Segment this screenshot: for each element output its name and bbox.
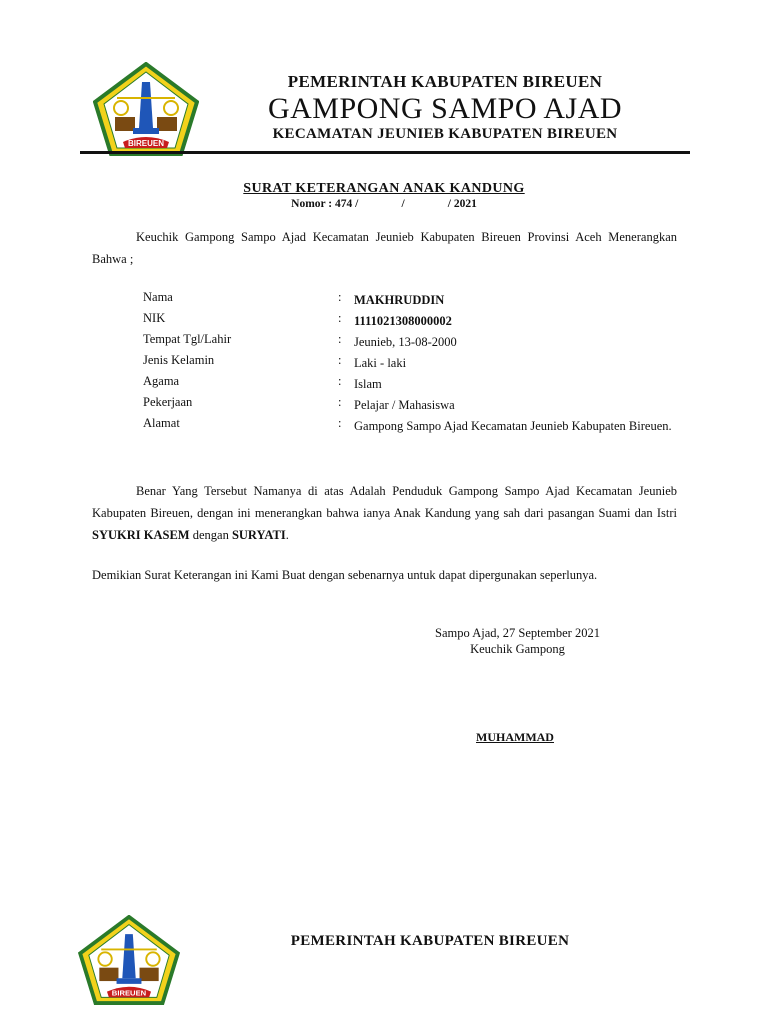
field-row xyxy=(143,374,683,395)
field-label: Tempat Tgl/Lahir xyxy=(143,332,232,346)
field-value: MAKHRUDDIN xyxy=(354,293,445,307)
signer-name: MUHAMMAD xyxy=(476,730,554,744)
field-label: Agama xyxy=(143,374,180,388)
field-row xyxy=(143,311,683,332)
footer-government-name: PEMERINTAH KABUPATEN BIREUEN xyxy=(290,933,570,949)
field-row xyxy=(143,290,683,311)
field-colon: : xyxy=(338,332,342,346)
statement-paragraph xyxy=(92,480,677,546)
field-row xyxy=(143,416,683,460)
letterhead-divider xyxy=(80,151,690,154)
letter-title: SURAT KETERANGAN ANAK KANDUNG xyxy=(243,181,525,196)
field-colon: : xyxy=(338,311,342,325)
field-colon: : xyxy=(338,290,342,304)
footer-logo-label: BIREUEN xyxy=(111,988,147,998)
field-colon: : xyxy=(338,395,342,409)
field-row xyxy=(143,332,683,353)
field-value: Pelajar / Mahasiswa xyxy=(354,398,455,412)
field-value: Jeunieb, 13-08-2000 xyxy=(354,335,457,349)
statement-text: Benar Yang Tersebut Namanya di atas Adalah Penduduk Gampong Sampo Ajad Kecamatan Jeunieb Kabupaten Bireuen, dengan ini menerangkan bahwa ianya Anak Kandung yang sah dari pasangan Suami dan Istri xyxy=(92,484,677,520)
bireuen-emblem-logo-footer xyxy=(76,915,182,1005)
field-colon: : xyxy=(338,416,342,430)
field-label: Jenis Kelamin xyxy=(143,353,215,367)
field-colon: : xyxy=(338,353,342,367)
mother-name: SURYATI xyxy=(231,528,286,542)
signature-block xyxy=(380,625,655,657)
field-row xyxy=(143,395,683,416)
statement-end: . xyxy=(285,528,289,542)
district-name: KECAMATAN JEUNIEB KABUPATEN BIREUEN xyxy=(272,126,618,142)
connector-text: dengan xyxy=(189,528,232,542)
field-value: Islam xyxy=(354,377,382,391)
letterhead xyxy=(200,72,690,143)
field-label: Nama xyxy=(143,290,173,304)
identity-fields xyxy=(143,290,683,460)
field-colon: : xyxy=(338,374,342,388)
field-value: Gampong Sampo Ajad Kecamatan Jeunieb Kabupaten Bireuen. xyxy=(354,419,672,433)
place-date: Sampo Ajad, 27 September 2021 xyxy=(435,626,600,640)
field-value: 1111021308000002 xyxy=(354,314,452,328)
field-label: Alamat xyxy=(143,416,180,430)
field-label: NIK xyxy=(143,311,166,325)
closing-paragraph: Demikian Surat Keterangan ini Kami Buat dengan sebenarnya untuk dapat dipergunakan seperlunya. xyxy=(92,568,598,582)
father-name: SYUKRI KASEM xyxy=(92,528,190,542)
field-label: Pekerjaan xyxy=(143,395,193,409)
opening-paragraph: Keuchik Gampong Sampo Ajad Kecamatan Jeunieb Kabupaten Bireuen Provinsi Aceh Menerangkan Bahwa ; xyxy=(92,230,677,266)
bireuen-emblem-logo xyxy=(93,62,199,156)
letter-number: Nomor : 474 / / / 2021 xyxy=(291,198,477,210)
village-name: GAMPONG SAMPO AJAD xyxy=(267,92,623,125)
field-value: Laki - laki xyxy=(354,356,407,370)
field-row xyxy=(143,353,683,374)
government-name: PEMERINTAH KABUPATEN BIREUEN xyxy=(287,72,603,91)
logo-label: BIREUEN xyxy=(127,139,165,148)
signer-position: Keuchik Gampong xyxy=(470,642,565,656)
